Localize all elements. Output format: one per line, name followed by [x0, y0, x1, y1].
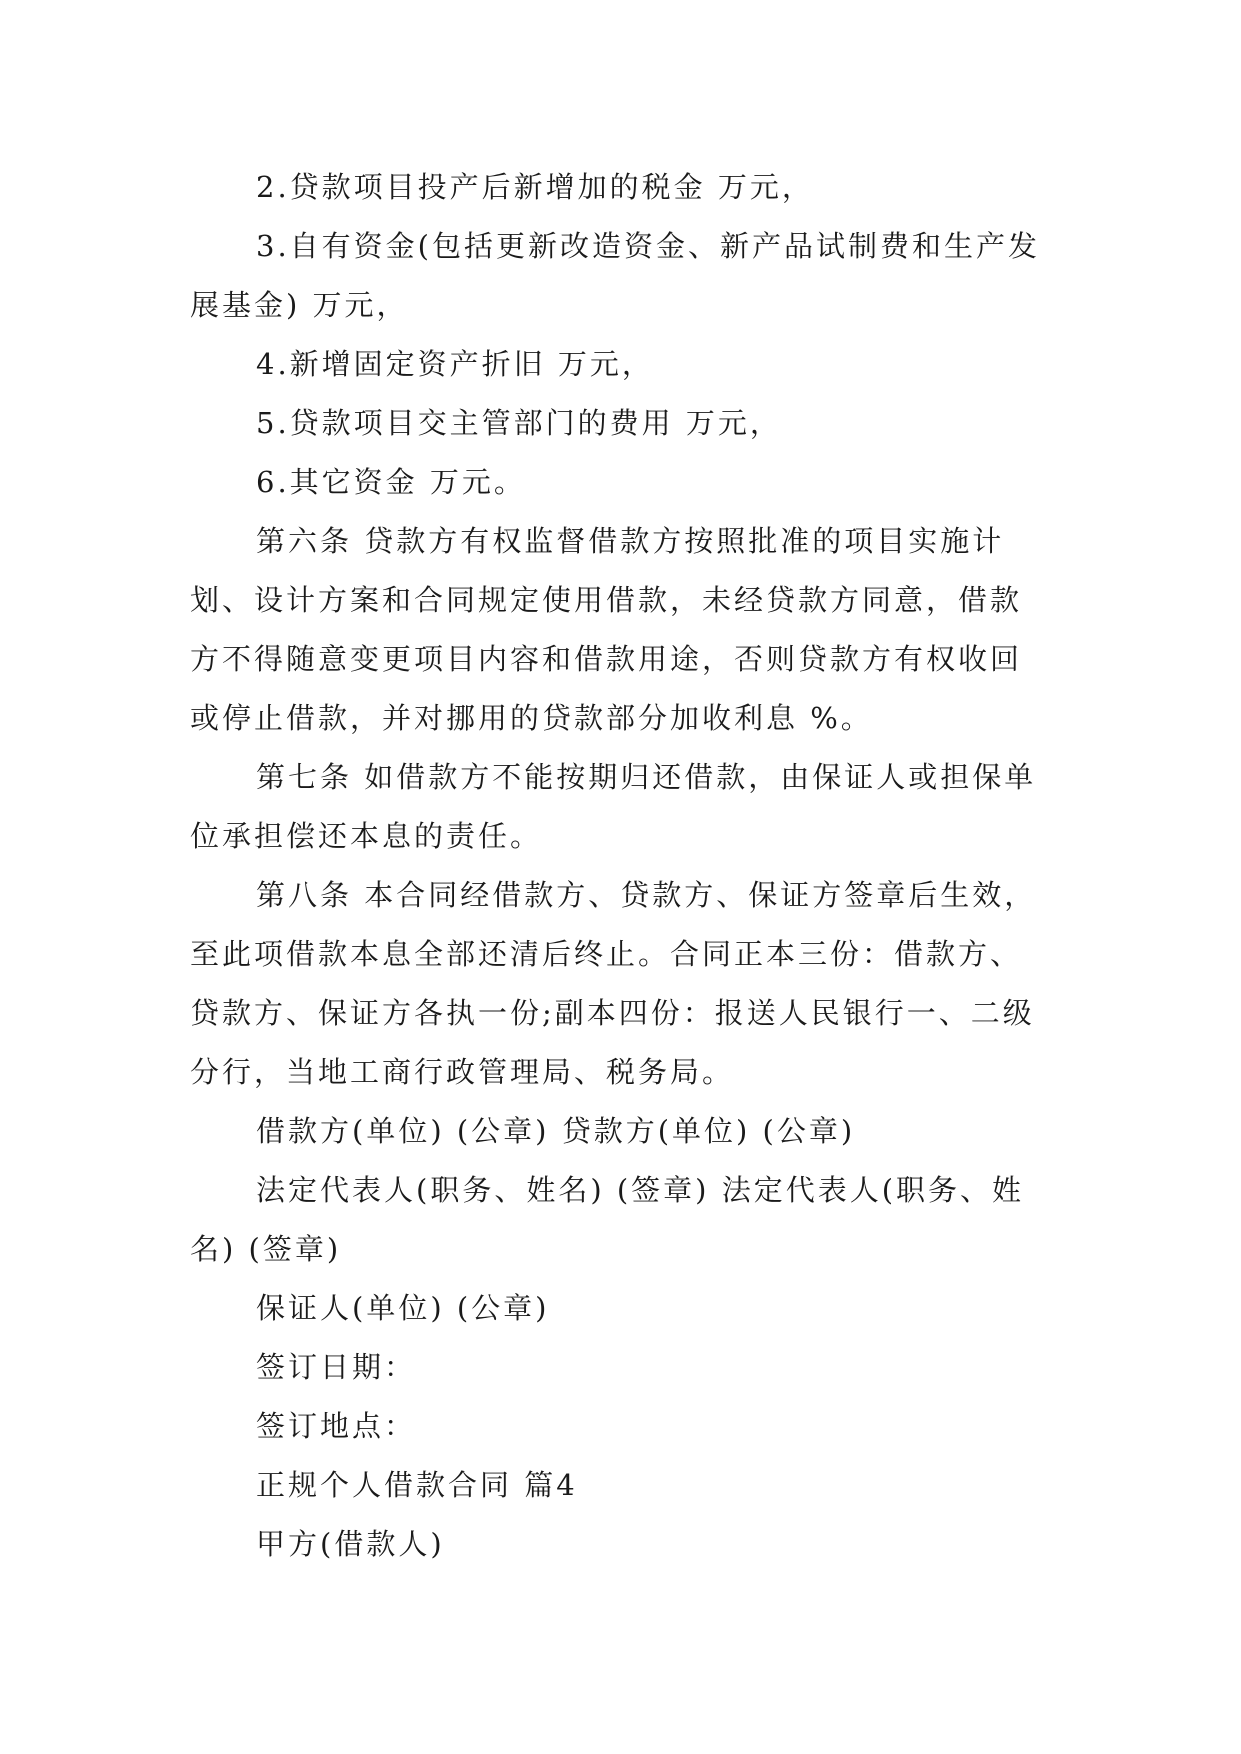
- section-heading: 正规个人借款合同 篇4: [256, 1468, 578, 1502]
- paragraph-article-8: 第八条 本合同经借款方、贷款方、保证方签章后生效，至此项借款本息全部还清后终止。合同正本三份：借款方、贷款方、保证方各执一份;副本四份：报送人民银行一、二级分行，当地工商行政管理局、税务局。: [190, 878, 1037, 1089]
- signature-line-parties: 借款方(单位) (公章) 贷款方(单位) (公章): [256, 1114, 856, 1148]
- signing-date: 签订日期：: [256, 1350, 417, 1384]
- signature-line-guarantor: 保证人(单位) (公章): [256, 1291, 550, 1325]
- document-body: [190, 158, 1050, 1574]
- paragraph-article-7: 第七条 如借款方不能按期归还借款，由保证人或担保单位承担偿还本息的责任。: [190, 760, 1037, 853]
- paragraph-item-2-tax: 2.贷款项目投产后新增加的税金 万元，: [256, 170, 814, 204]
- paragraph-article-6: 第六条 贷款方有权监督借款方按照批准的项目实施计划、设计方案和合同规定使用借款，未经贷款方同意，借款方不得随意变更项目内容和借款用途，否则贷款方有权收回或停止借款，并对挪用的贷款部分加收利息 %。: [190, 524, 1023, 735]
- paragraph-item-3-own-funds: 3.自有资金(包括更新改造资金、新产品试制费和生产发展基金) 万元，: [190, 229, 1040, 322]
- party-a-label: 甲方(借款人): [256, 1527, 445, 1561]
- paragraph-item-4-depreciation: 4.新增固定资产折旧 万元，: [256, 347, 654, 381]
- signature-line-representatives: 法定代表人(职务、姓名) (签章) 法定代表人(职务、姓名) (签章): [190, 1173, 1025, 1266]
- paragraph-item-5-fees: 5.贷款项目交主管部门的费用 万元，: [256, 406, 782, 440]
- signing-place: 签订地点：: [256, 1409, 417, 1443]
- paragraph-item-6-other-funds: 6.其它资金 万元。: [256, 465, 526, 499]
